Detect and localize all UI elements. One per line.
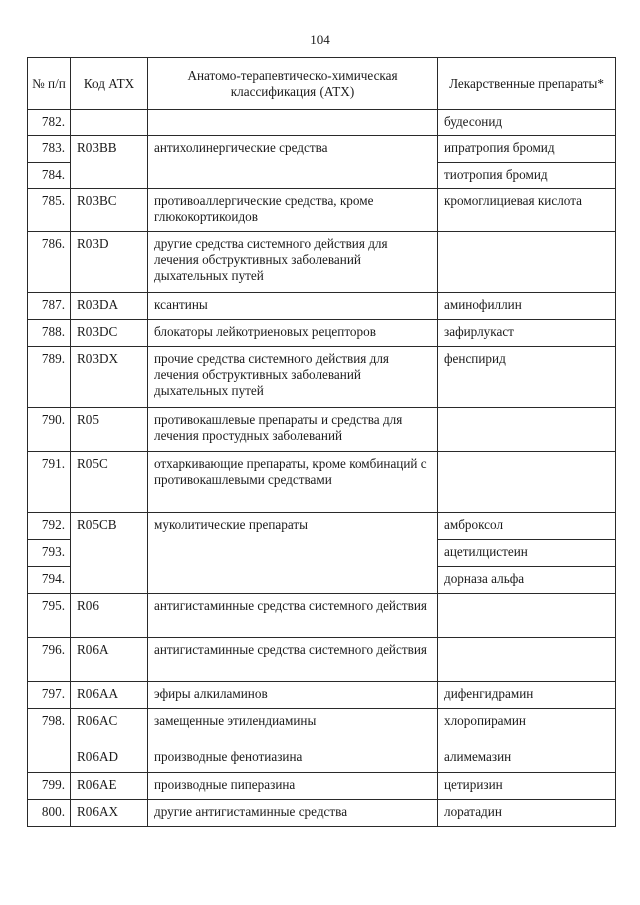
drug-name: дорназа альфа — [438, 567, 616, 594]
header-drugs: Лекарственные препараты* — [438, 58, 616, 110]
atx-code: R06 — [71, 594, 148, 638]
atx-name: ксантины — [148, 293, 438, 320]
atx-name: замещенные этилендиамины — [154, 713, 317, 728]
drug-name: ипратропия бромид — [438, 136, 616, 163]
atx-name: муколитические препараты — [148, 513, 438, 594]
row-number: 788. — [28, 320, 71, 347]
table-row — [28, 110, 616, 136]
atx-table — [27, 57, 616, 827]
drug-name: ацетилцистеин — [438, 540, 616, 567]
table-header-row — [28, 58, 616, 110]
atx-name-pair — [148, 709, 438, 773]
table-row — [28, 594, 616, 638]
row-number: 787. — [28, 293, 71, 320]
atx-name: производные пиперазина — [148, 773, 438, 800]
drug-name: алимемазин — [444, 749, 512, 764]
atx-name: прочие средства системного действия для лечения обструктивных заболеваний дыхательных путей — [148, 347, 438, 408]
atx-name: антигистаминные средства системного действия — [148, 638, 438, 682]
atx-code — [71, 110, 148, 136]
atx-code: R03DC — [71, 320, 148, 347]
atx-code: R05C — [71, 452, 148, 513]
row-number: 789. — [28, 347, 71, 408]
row-number: 797. — [28, 682, 71, 709]
drug-name: будесонид — [438, 110, 616, 136]
atx-code: R03DX — [71, 347, 148, 408]
header-num: № п/п — [28, 58, 71, 110]
table-row — [28, 293, 616, 320]
row-number: 799. — [28, 773, 71, 800]
atx-name: блокаторы лейкотриеновых рецепторов — [148, 320, 438, 347]
drug-name: лоратадин — [438, 800, 616, 827]
atx-name — [148, 110, 438, 136]
row-number: 795. — [28, 594, 71, 638]
table-row — [28, 320, 616, 347]
atx-name: антигистаминные средства системного действия — [148, 594, 438, 638]
atx-code: R06AA — [71, 682, 148, 709]
drug-name: кромоглициевая кислота — [438, 189, 616, 232]
header-classification: Анатомо-терапевтическо-химическая классификация (АТХ) — [148, 58, 438, 110]
drug-name: амброксол — [438, 513, 616, 540]
row-number: 794. — [28, 567, 71, 594]
atx-code: R06A — [71, 638, 148, 682]
table-row — [28, 347, 616, 408]
drug-name: тиотропия бромид — [438, 163, 616, 189]
table-row — [28, 232, 616, 293]
row-number: 785. — [28, 189, 71, 232]
table-row — [28, 136, 616, 163]
row-number: 792. — [28, 513, 71, 540]
row-number: 793. — [28, 540, 71, 567]
table-row — [28, 408, 616, 452]
atx-name: противокашлевые препараты и средства для лечения простудных заболеваний — [148, 408, 438, 452]
atx-name: эфиры алкиламинов — [148, 682, 438, 709]
drug-name: дифенгидрамин — [438, 682, 616, 709]
drug-name-pair — [438, 709, 616, 773]
row-number: 790. — [28, 408, 71, 452]
atx-code: R05CB — [71, 513, 148, 594]
atx-name: производные фенотиазина — [154, 749, 303, 764]
row-number: 800. — [28, 800, 71, 827]
atx-code: R05 — [71, 408, 148, 452]
atx-code: R06AD — [77, 749, 119, 764]
drug-name: хлоропирамин — [444, 713, 526, 728]
atx-code: R06AC — [77, 713, 118, 728]
atx-name: противоаллергические средства, кроме глюкокортикоидов — [148, 189, 438, 232]
table-row — [28, 773, 616, 800]
page-number: 104 — [310, 32, 330, 47]
drug-name: цетиризин — [438, 773, 616, 800]
atx-name: другие антигистаминные средства — [148, 800, 438, 827]
row-number: 782. — [28, 110, 71, 136]
row-number: 786. — [28, 232, 71, 293]
drug-name — [438, 638, 616, 682]
table-row — [28, 189, 616, 232]
table-row — [28, 513, 616, 540]
drug-name — [438, 408, 616, 452]
atx-code: R03DA — [71, 293, 148, 320]
drug-name — [438, 452, 616, 513]
atx-name: другие средства системного действия для лечения обструктивных заболеваний дыхательных путей — [148, 232, 438, 293]
atx-code: R03BB — [71, 136, 148, 189]
atx-name: отхаркивающие препараты, кроме комбинаций с противокашлевыми средствами — [148, 452, 438, 513]
atx-code: R06AX — [71, 800, 148, 827]
atx-name: антихолинергические средства — [148, 136, 438, 189]
row-number: 791. — [28, 452, 71, 513]
table-row — [28, 638, 616, 682]
row-number: 784. — [28, 163, 71, 189]
drug-name: фенспирид — [438, 347, 616, 408]
drug-name: аминофиллин — [438, 293, 616, 320]
drug-name: зафирлукаст — [438, 320, 616, 347]
drug-name — [438, 594, 616, 638]
row-number: 796. — [28, 638, 71, 682]
atx-code: R03BC — [71, 189, 148, 232]
table-row — [28, 709, 616, 773]
atx-code-pair — [71, 709, 148, 773]
atx-code: R06AE — [71, 773, 148, 800]
drug-name — [438, 232, 616, 293]
atx-code: R03D — [71, 232, 148, 293]
row-number: 783. — [28, 136, 71, 163]
table-row — [28, 800, 616, 827]
row-number: 798. — [28, 709, 71, 773]
header-code: Код АТХ — [71, 58, 148, 110]
table-row — [28, 682, 616, 709]
table-row — [28, 452, 616, 513]
